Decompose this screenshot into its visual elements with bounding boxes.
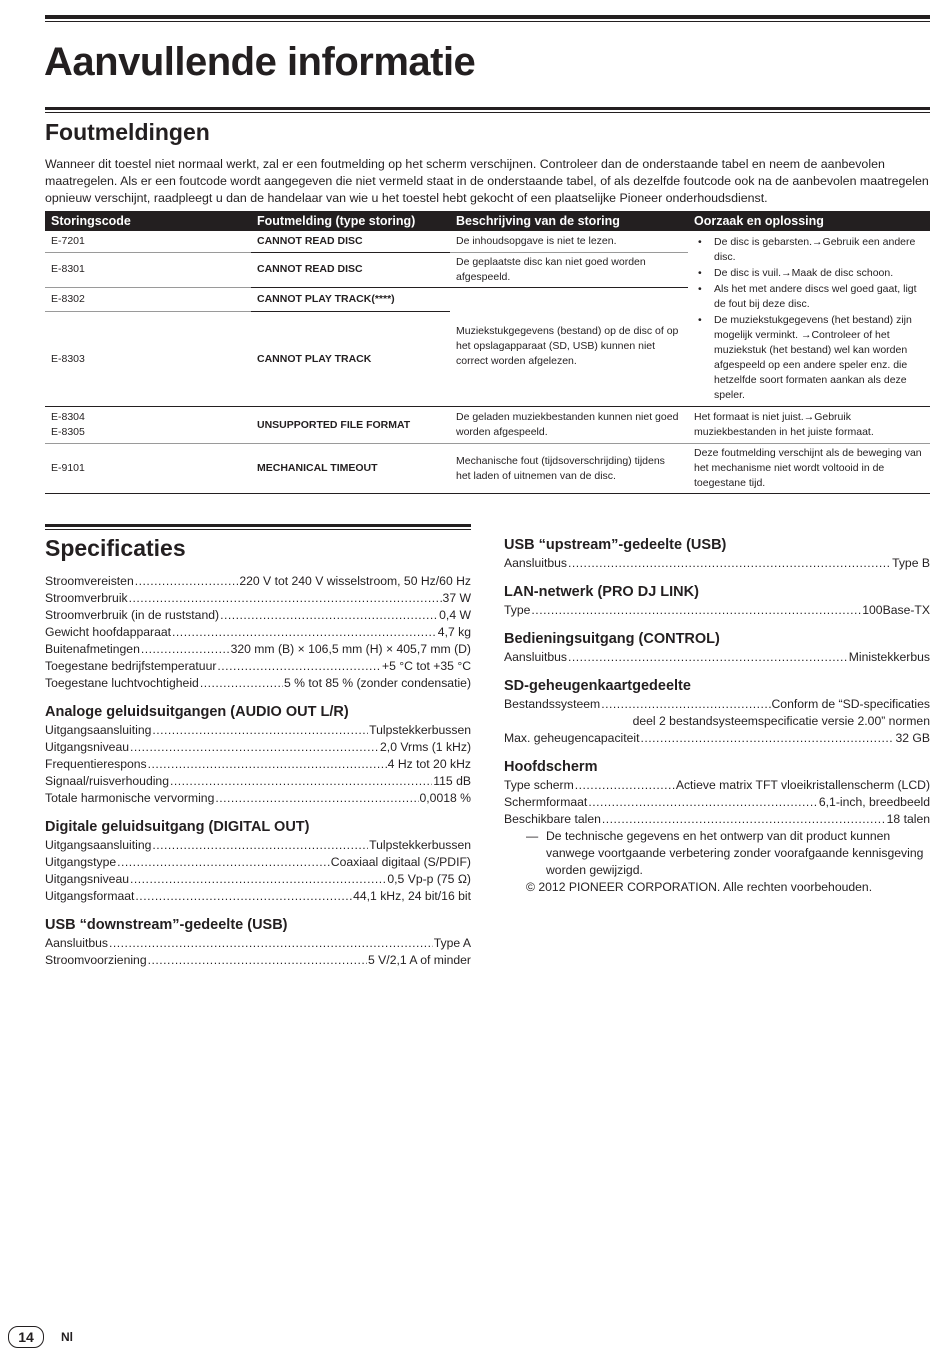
spec-row [504, 777, 930, 794]
note-text: De technische gegevens en het ontwerp van dit product kunnen vanwege voortgaande verbetering zonder voorafgaande kennisgeving worden gewijzigd. [546, 829, 924, 877]
error-code: E-9101 [45, 444, 251, 494]
error-description: De inhoudsopgave is niet te lezen. [450, 231, 688, 252]
spec-value: 320 mm (B) × 106,5 mm (H) × 405,7 mm (D) [230, 642, 471, 656]
spec-label: Toegestane luchtvochtigheid [45, 676, 199, 690]
spec-label: Frequentierespons [45, 757, 147, 771]
page-number: 14 [8, 1326, 44, 1348]
spec-row [45, 837, 471, 854]
spec-row [45, 756, 471, 773]
error-message: CANNOT READ DISC [251, 252, 450, 287]
spec-value: 18 talen [886, 812, 930, 826]
error-cause: Het formaat is niet juist.→Gebruik muziekbestanden in het juiste formaat. [688, 407, 930, 444]
spec-value: Conform de “SD-specificaties [771, 697, 930, 711]
spec-value: Actieve matrix TFT vloeikristallenscherm (LCD) [675, 778, 930, 792]
spec-value: 0,4 W [439, 608, 471, 622]
leader-dots [531, 602, 861, 619]
error-message: UNSUPPORTED FILE FORMAT [251, 407, 450, 444]
spec-value: Type A [433, 936, 471, 950]
spec-label: Aansluitbus [504, 650, 568, 664]
spec-value: 4 Hz tot 20 kHz [387, 757, 471, 771]
leader-dots [172, 624, 437, 641]
spec-label: Toegestane bedrijfstemperatuur [45, 659, 217, 673]
leader-dots [217, 658, 381, 675]
section-rule-thin [45, 112, 930, 113]
spec-label: Signaal/ruisverhouding [45, 774, 169, 788]
spec-subheading: Bedieningsuitgang (CONTROL) [504, 631, 720, 647]
leader-dots [575, 777, 675, 794]
section-title-specs: Specificaties [45, 535, 186, 561]
leader-dots [568, 555, 891, 572]
spec-value: Tulpstekkerbussen [369, 838, 471, 852]
error-description: De geladen muziekbestanden kunnen niet goed worden afgespeeld. [450, 407, 688, 444]
spec-row [504, 794, 930, 811]
spec-value: 2,0 Vrms (1 kHz) [380, 740, 471, 754]
spec-row [504, 649, 930, 666]
leader-dots [135, 888, 352, 905]
leader-dots [220, 607, 438, 624]
error-message: MECHANICAL TIMEOUT [251, 444, 450, 494]
disc-causes-cell [688, 231, 930, 407]
spec-value: 5 V/2,1 A of minder [368, 953, 471, 967]
page-title: Aanvullende informatie [44, 40, 476, 84]
list-item: • De disc is vuil.→Maak de disc schoon. [714, 266, 924, 281]
leader-dots [200, 675, 283, 692]
spec-value: Tulpstekkerbussen [369, 723, 471, 737]
section-rule [45, 107, 930, 110]
spec-label: Bestandssysteem [504, 697, 601, 711]
error-table [45, 211, 930, 494]
spec-label: Stroomverbruik [45, 591, 128, 605]
spec-row [45, 854, 471, 871]
spec-label: Uitgangstype [45, 855, 117, 869]
spec-value: Type B [892, 556, 930, 570]
spec-value: Ministekkerbus [848, 650, 930, 664]
spec-row [45, 658, 471, 675]
spec-value: 115 dB [433, 774, 471, 788]
spec-label: Type scherm [504, 778, 574, 792]
error-code: E-8301 [45, 252, 251, 287]
spec-row [504, 555, 930, 572]
spec-row [45, 722, 471, 739]
spec-row [504, 730, 930, 747]
spec-label: Beschikbare talen [504, 812, 601, 826]
note-dash: — [526, 829, 539, 843]
error-message: CANNOT PLAY TRACK(****) [251, 287, 450, 312]
leader-dots [170, 773, 432, 790]
list-item: • Als het met andere discs wel goed gaat, ligt de fout bij deze disc. [714, 282, 924, 312]
language-code: Nl [61, 1330, 73, 1344]
specs-left-column [45, 573, 471, 969]
spec-subheading: LAN-netwerk (PRO DJ LINK) [504, 584, 699, 600]
spec-value: Coaxiaal digitaal (S/PDIF) [330, 855, 471, 869]
spec-value: 5 % tot 85 % (zonder condensatie) [284, 676, 471, 690]
error-message: CANNOT PLAY TRACK [251, 312, 450, 407]
spec-rule-thin [45, 529, 471, 530]
spec-subheading: USB “downstream”-gedeelte (USB) [45, 917, 288, 933]
leader-dots [148, 756, 387, 773]
list-item: • De disc is gebarsten.→Gebruik een andere disc. [714, 235, 924, 265]
spec-label: Uitgangsaansluiting [45, 838, 152, 852]
spec-row [45, 624, 471, 641]
spec-label: Stroomvoorziening [45, 953, 147, 967]
leader-dots [602, 811, 886, 828]
spec-label: Uitgangsniveau [45, 872, 130, 886]
spec-row [45, 573, 471, 590]
spec-label: Stroomverbruik (in de ruststand) [45, 608, 220, 622]
spec-label: Max. geheugencapaciteit [504, 731, 640, 745]
disc-causes-list [694, 235, 924, 403]
spec-label: Stroomvereisten [45, 574, 134, 588]
error-code: E-8305 [51, 426, 85, 438]
spec-row [45, 790, 471, 807]
spec-label: Uitgangsniveau [45, 740, 130, 754]
spec-subheading: Digitale geluidsuitgang (DIGITAL OUT) [45, 819, 310, 835]
spec-row [504, 696, 930, 713]
error-cause: Deze foutmelding verschijnt als de beweging van het mechanisme niet wordt voltooid in de toegestane tijd. [688, 444, 930, 494]
spec-row [45, 607, 471, 624]
header-message: Foutmelding (type storing) [251, 211, 450, 231]
spec-subheading: Analoge geluidsuitgangen (AUDIO OUT L/R) [45, 704, 349, 720]
top-rule-thin [45, 21, 930, 22]
leader-dots [152, 837, 368, 854]
error-message: CANNOT READ DISC [251, 231, 450, 252]
spec-value: 100Base-TX [862, 603, 930, 617]
spec-value: 0,0018 % [419, 791, 471, 805]
spec-label: Aansluitbus [45, 936, 109, 950]
spec-value: 0,5 Vp-p (75 Ω) [387, 872, 471, 886]
spec-row [45, 590, 471, 607]
top-rule [45, 15, 930, 19]
leader-dots [130, 871, 386, 888]
leader-dots [141, 641, 230, 658]
spec-value: 6,1-inch, breedbeeld [818, 795, 930, 809]
leader-dots [641, 730, 895, 747]
spec-value-continued: deel 2 bestandsysteemspecificatie versie 2.00” normen [632, 714, 930, 728]
intro-paragraph: Wanneer dit toestel niet normaal werkt, zal er een foutmelding op het scherm verschijnen. Controleer dan de onderstaande tabel en neem de aanbevolen maatregelen. Als er een foutcode wordt aangegeven die niet vermeld staat in de onderstaande tabel, of als dezelfde foutcode ook na de aanbevolen maatregelen opnieuw verschijnt, raadpleegt u dan de handelaar van wie u het toestel hebt gekocht of een plaatselijke Pioneer onderhoudsdienst. [45, 157, 929, 205]
leader-dots [117, 854, 330, 871]
error-code: E-8303 [45, 312, 251, 407]
leader-dots [588, 794, 818, 811]
section-title-errors: Foutmeldingen [45, 119, 210, 145]
spec-row [45, 871, 471, 888]
spec-label: Aansluitbus [504, 556, 568, 570]
table-row [45, 407, 930, 444]
error-description: Muziekstukgegevens (bestand) op de disc of op het opslagapparaat (SD, USB) kunnen niet correct worden afgelezen. [450, 287, 688, 407]
spec-label: Schermformaat [504, 795, 588, 809]
leader-dots [568, 649, 848, 666]
leader-dots [109, 935, 433, 952]
leader-dots [129, 590, 442, 607]
leader-dots [130, 739, 379, 756]
leader-dots [135, 573, 239, 590]
spec-note [526, 828, 930, 879]
spec-rule [45, 524, 471, 527]
spec-value: +5 °C tot +35 °C [381, 659, 471, 673]
header-description: Beschrijving van de storing [450, 211, 688, 231]
spec-row [45, 675, 471, 692]
table-row [45, 444, 930, 494]
spec-row [45, 888, 471, 905]
spec-label: Type [504, 603, 531, 617]
spec-value: 37 W [442, 591, 471, 605]
error-description: De geplaatste disc kan niet goed worden afgespeeld. [450, 252, 688, 287]
spec-value: 220 V tot 240 V wisselstroom, 50 Hz/60 Hz [239, 574, 471, 588]
spec-row [504, 811, 930, 828]
copyright: © 2012 PIONEER CORPORATION. Alle rechten voorbehouden. [526, 880, 873, 894]
spec-label: Uitgangsformaat [45, 889, 135, 903]
spec-value: 44,1 kHz, 24 bit/16 bit [353, 889, 471, 903]
leader-dots [601, 696, 770, 713]
spec-row [45, 641, 471, 658]
spec-value: 4,7 kg [437, 625, 471, 639]
error-code: E-8304 [51, 411, 85, 423]
leader-dots [148, 952, 367, 969]
error-description: Mechanische fout (tijdsoverschrijding) tijdens het laden of uitnemen van de disc. [450, 444, 688, 494]
specs-right-column [504, 535, 930, 896]
spec-row [504, 602, 930, 619]
error-code: E-8302 [45, 287, 251, 312]
leader-dots [215, 790, 418, 807]
spec-label: Uitgangsaansluiting [45, 723, 152, 737]
list-item: • De muziekstukgegevens (het bestand) zijn mogelijk verminkt. →Controleer of het muziekstuk (het bestand) wel kan worden afgespeeld op een andere speler enz. die hetzelfde soort formaten aankan als deze speler. [714, 313, 924, 403]
spec-value: 32 GB [895, 731, 930, 745]
spec-label: Totale harmonische vervorming [45, 791, 215, 805]
error-code: E-7201 [45, 231, 251, 252]
error-table-header [45, 211, 930, 231]
header-cause: Oorzaak en oplossing [688, 211, 930, 231]
error-code-cell [45, 407, 251, 444]
spec-label: Buitenafmetingen [45, 642, 140, 656]
spec-subheading: Hoofdscherm [504, 759, 598, 775]
spec-row [45, 935, 471, 952]
spec-row [45, 739, 471, 756]
leader-dots [152, 722, 368, 739]
spec-subheading: USB “upstream”-gedeelte (USB) [504, 537, 727, 553]
spec-subheading: SD-geheugenkaartgedeelte [504, 678, 691, 694]
spec-row [45, 952, 471, 969]
spec-label: Gewicht hoofdapparaat [45, 625, 172, 639]
table-row [45, 231, 930, 252]
spec-row [45, 773, 471, 790]
header-code: Storingscode [45, 211, 251, 231]
